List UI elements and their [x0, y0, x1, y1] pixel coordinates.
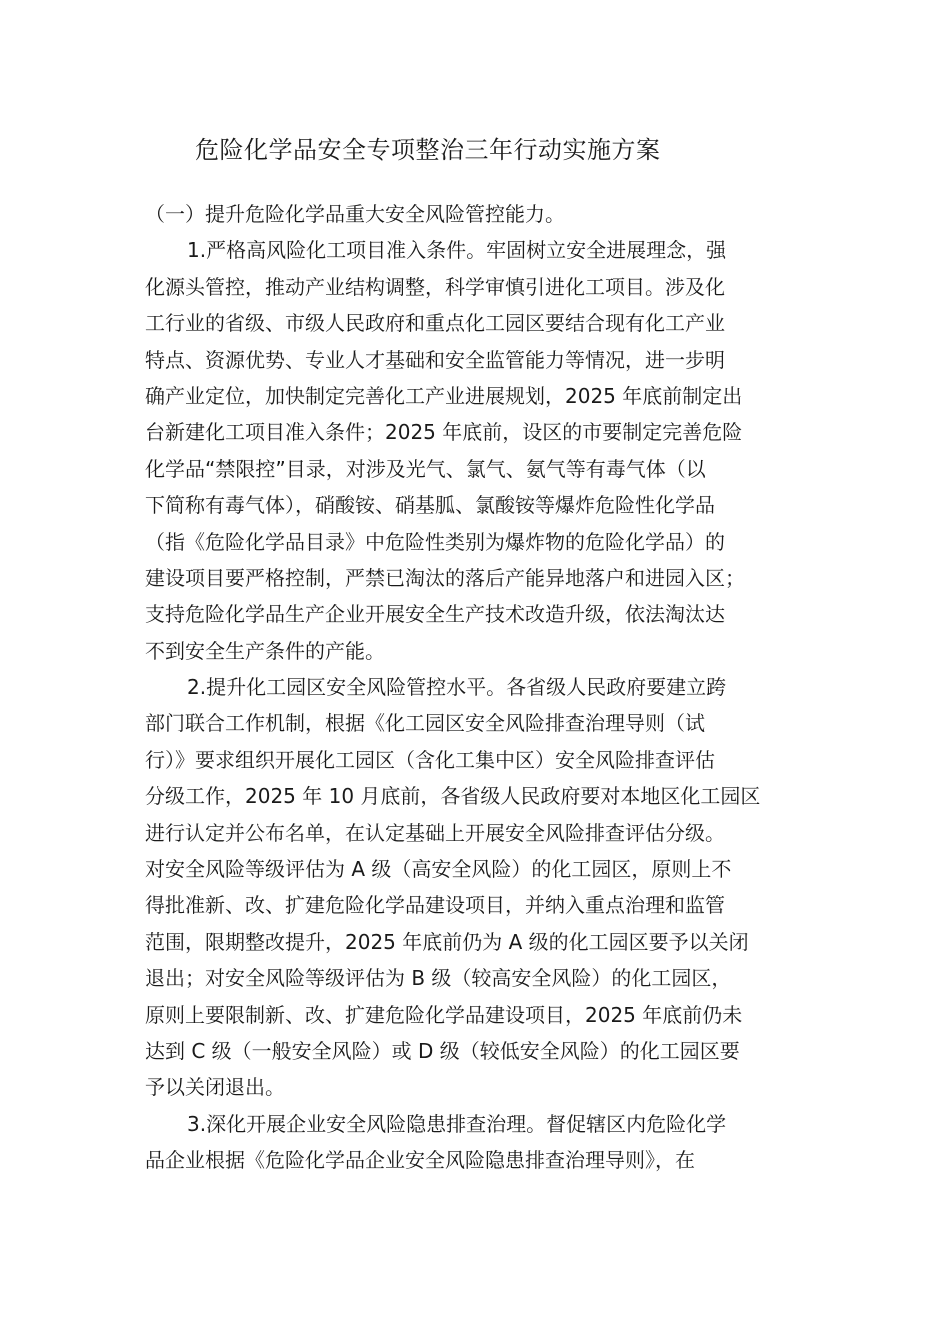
paragraph-line: 建设项目要严格控制，严禁已淘汰的落后产能异地落户和进园入区； — [145, 565, 745, 590]
paragraph-line: 范围，限期整改提升，2025 年底前仍为 A 级的化工园区要予以关闭 — [145, 929, 749, 954]
paragraph-line: 原则上要限制新、改、扩建危险化学品建设项目，2025 年底前仍未 — [145, 1002, 743, 1027]
paragraph-line: 2.提升化工园区安全风险管控水平。各省级人民政府要建立跨 — [187, 675, 727, 700]
paragraph-1 — [145, 232, 810, 669]
paragraph-line: 进行认定并公布名单，在认定基础上开展安全风险排查评估分级。 — [145, 820, 725, 845]
paragraph-line: 3.深化开展企业安全风险隐患排查治理。督促辖区内危险化学 — [187, 1111, 727, 1136]
document-title: 危险化学品安全专项整治三年行动实施方案 — [195, 136, 661, 164]
paragraph-line: 退出；对安全风险等级评估为 B 级（较高安全风险）的化工园区， — [145, 966, 732, 991]
paragraph-line: 不到安全生产条件的产能。 — [145, 638, 385, 663]
paragraph-line: 确产业定位，加快制定完善化工产业进展规划，2025 年底前制定出 — [145, 383, 743, 408]
paragraph-line: 行）》要求组织开展化工园区（含化工集中区）安全风险排查评估 — [145, 747, 715, 772]
paragraph-line: 予以关闭退出。 — [145, 1075, 285, 1100]
paragraph-line: 1.严格高风险化工项目准入条件。牢固树立安全进展理念，强 — [187, 238, 727, 263]
paragraph-line: 分级工作，2025 年 10 月底前，各省级人民政府要对本地区化工园区 — [145, 784, 761, 809]
paragraph-line: 品企业根据《危险化学品企业安全风险隐患排查治理导则》，在 — [145, 1148, 695, 1173]
paragraph-line: 部门联合工作机制，根据《化工园区安全风险排查治理导则（试 — [145, 711, 705, 736]
section-heading: （一）提升危险化学品重大安全风险管控能力。 — [145, 202, 565, 226]
paragraph-line: 化源头管控，推动产业结构调整，科学审慎引进化工项目。涉及化 — [145, 274, 725, 299]
paragraph-line: 特点、资源优势、专业人才基础和安全监管能力等情况，进一步明 — [145, 347, 725, 372]
paragraph-line: 支持危险化学品生产企业开展安全生产技术改造升级，依法淘汰达 — [145, 602, 725, 627]
paragraph-line: 下简称有毒气体），硝酸铵、硝基胍、氯酸铵等爆炸危险性化学品 — [145, 493, 715, 518]
paragraph-line: 台新建化工项目准入条件；2025 年底前，设区的市要制定完善危险 — [145, 420, 743, 445]
paragraph-line: 达到 C 级（一般安全风险）或 D 级（较低安全风险）的化工园区要 — [145, 1038, 740, 1063]
paragraph-line: 对安全风险等级评估为 A 级（高安全风险）的化工园区，原则上不 — [145, 857, 732, 882]
document-body — [145, 196, 810, 1179]
paragraph-line: （指《危险化学品目录》中危险性类别为爆炸物的危险化学品）的 — [145, 529, 725, 554]
paragraph-2 — [145, 669, 810, 1106]
paragraph-line: 得批准新、改、扩建危险化学品建设项目，并纳入重点治理和监管 — [145, 893, 725, 918]
paragraph-line: 工行业的省级、市级人民政府和重点化工园区要结合现有化工产业 — [145, 311, 725, 336]
paragraph-line: 化学品“禁限控”目录，对涉及光气、氯气、氨气等有毒气体（以 — [145, 456, 706, 481]
paragraph-3 — [145, 1106, 810, 1179]
